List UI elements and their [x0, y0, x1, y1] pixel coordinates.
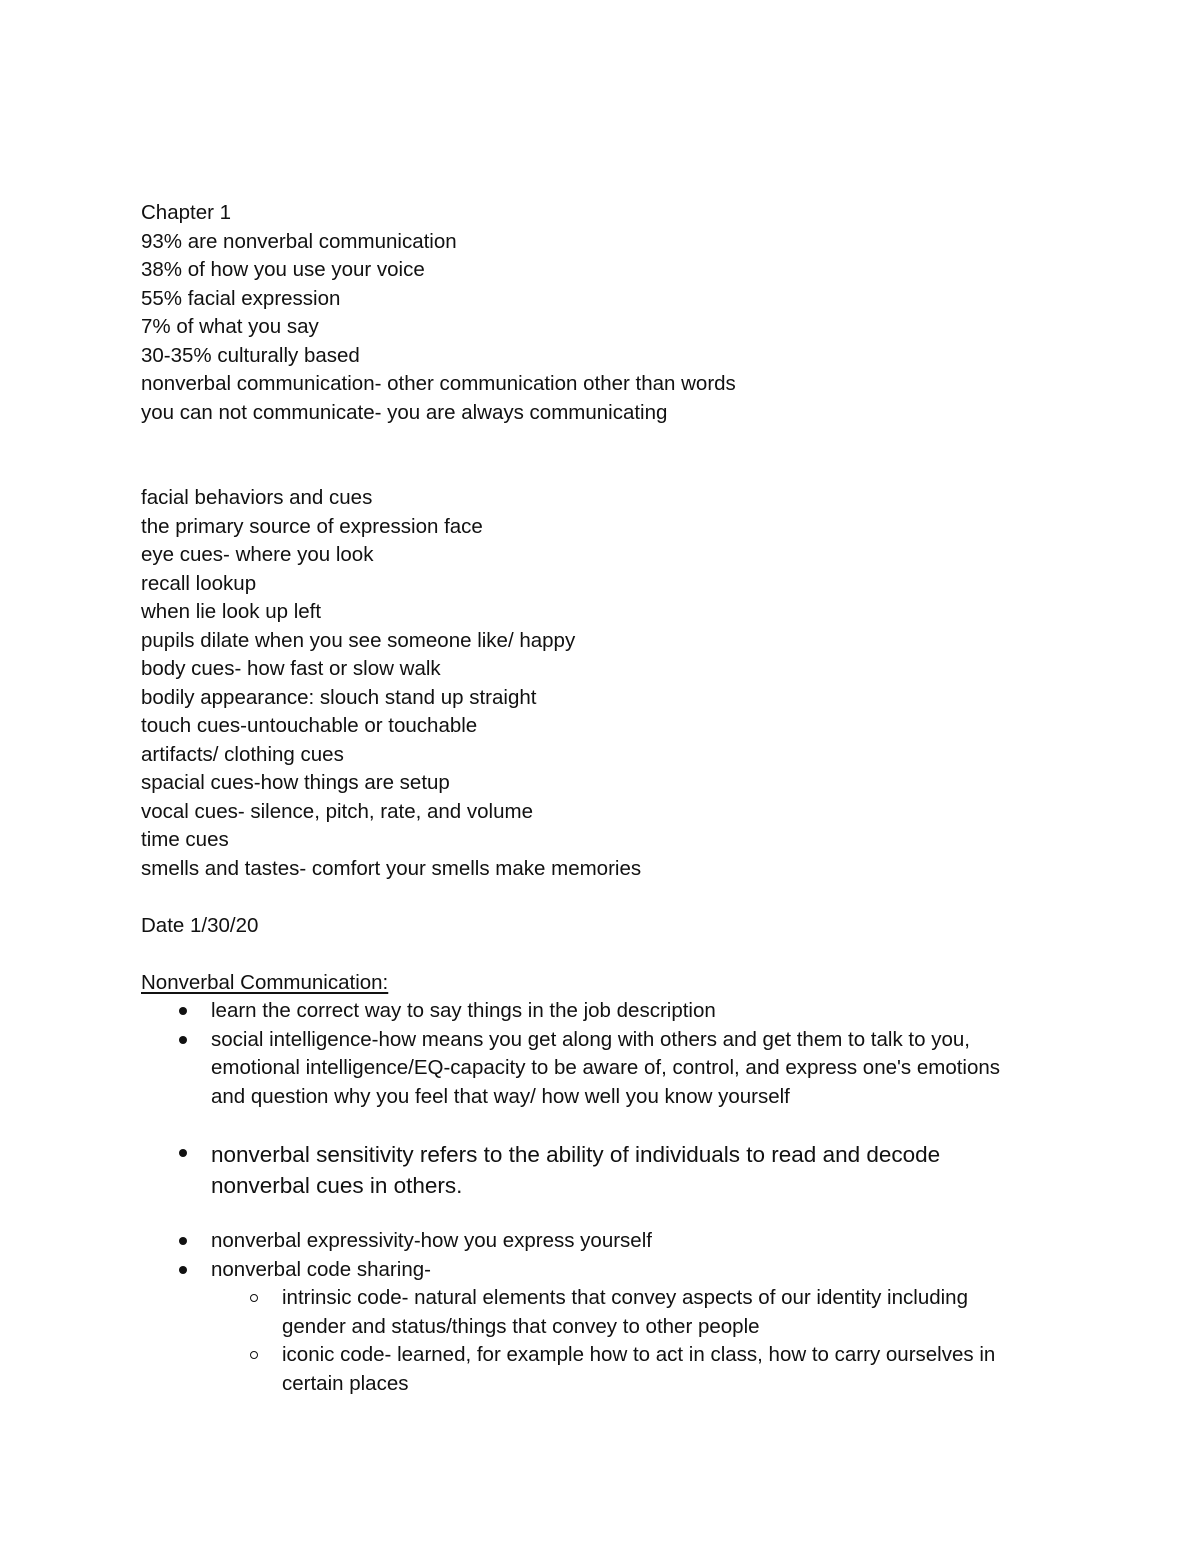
list-item: [141, 1284, 1061, 1341]
list-item-text: emotional intelligence/EQ-capacity to be aware of, control, and express one's emotions: [211, 1056, 1001, 1079]
bullet-icon: [179, 1149, 187, 1157]
list-item-text: nonverbal cues in others.: [211, 1173, 463, 1198]
bullet-icon: [179, 1007, 187, 1015]
spacer: [141, 427, 1061, 456]
note-line: the primary source of expression face: [141, 514, 483, 538]
list-item: [141, 1256, 1061, 1285]
note-line: 7% of what you say: [141, 315, 319, 338]
spacer: [141, 1111, 1061, 1139]
bullet-icon: [179, 1266, 187, 1274]
list-item-text: social intelligence-how means you get along with others and get them to talk to you,: [211, 1027, 970, 1051]
spacer: [141, 456, 1061, 485]
spacer: [141, 940, 1061, 969]
list-item: [141, 1139, 1061, 1201]
note-line: 38% of how you use your voice: [141, 258, 425, 281]
date-line: Date 1/30/20: [141, 913, 259, 937]
list-item-text: iconic code- learned, for example how to act in class, how to carry ourselves in: [282, 1343, 996, 1366]
note-line: vocal cues- silence, pitch, rate, and volume: [141, 799, 533, 823]
note-line: time cues: [141, 828, 229, 851]
list-item-text: nonverbal expressivity-how you express yourself: [211, 1229, 652, 1252]
list-item-text: certain places: [282, 1371, 409, 1395]
note-line: 30-35% culturally based: [141, 343, 360, 367]
note-line: facial behaviors and cues: [141, 486, 373, 509]
chapter-title: Chapter 1: [141, 201, 232, 224]
list-item-text: learn the correct way to say things in the job description: [211, 999, 716, 1022]
list-item-text: intrinsic code- natural elements that convey aspects of our identity including: [282, 1286, 968, 1309]
spacer: [141, 1201, 1061, 1227]
list-item: [141, 1026, 1061, 1112]
note-line: nonverbal communication- other communication other than words: [141, 372, 736, 395]
bullet-icon: [179, 1237, 187, 1245]
note-line: body cues- how fast or slow walk: [141, 657, 441, 680]
note-line: bodily appearance: slouch stand up straight: [141, 685, 537, 709]
bullet-icon: [179, 1036, 187, 1044]
list-item: [141, 997, 1061, 1026]
spacer: [141, 883, 1061, 912]
note-line: smells and tastes- comfort your smells make memories: [141, 856, 642, 880]
list-item: [141, 1227, 1061, 1256]
list-item-text: nonverbal sensitivity refers to the ability of individuals to read and decode: [211, 1142, 941, 1167]
list-item-text: nonverbal code sharing-: [211, 1257, 431, 1281]
note-line: spacial cues-how things are setup: [141, 771, 450, 794]
chapter-notes: [141, 199, 1061, 427]
note-line: when lie look up left: [141, 600, 322, 623]
note-line: you can not communicate- you are always communicating: [141, 400, 668, 424]
note-line: 55% facial expression: [141, 286, 341, 310]
note-line: touch cues-untouchable or touchable: [141, 714, 478, 737]
hollow-bullet-icon: [250, 1351, 258, 1359]
nonverbal-heading: Nonverbal Communication:: [141, 970, 389, 994]
hollow-bullet-icon: [250, 1294, 258, 1302]
list-item: [141, 1341, 1061, 1398]
note-line: eye cues- where you look: [141, 543, 374, 566]
list-item-text: gender and status/things that convey to other people: [282, 1314, 760, 1338]
note-line: recall lookup: [141, 571, 257, 595]
code-sharing-sublist: [141, 1284, 1061, 1398]
nonverbal-bullet-list: [141, 997, 1061, 1284]
list-item-text: and question why you feel that way/ how well you know yourself: [211, 1084, 790, 1108]
section-heading-line: [141, 969, 1061, 998]
note-line: pupils dilate when you see someone like/ happy: [141, 628, 576, 652]
note-line: 93% are nonverbal communication: [141, 229, 457, 253]
note-line: artifacts/ clothing cues: [141, 742, 344, 766]
document-page: [141, 199, 1061, 1398]
cues-notes: [141, 484, 1061, 883]
